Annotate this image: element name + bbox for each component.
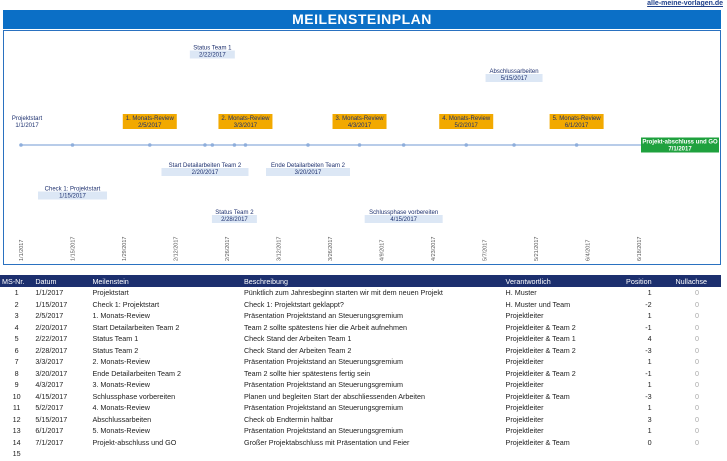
cell-null[interactable]: 0 [695, 334, 699, 344]
milestone-date: 2/22/2017 [198, 52, 226, 59]
cell-desc[interactable]: Präsentation Projektstand an Steuerungsgremium [243, 311, 403, 321]
cell-desc[interactable]: Präsentation Projektstand an Steuerungsgremium [243, 426, 403, 436]
milestone-name: Status Team 2 [215, 210, 254, 216]
milestone-point [244, 143, 248, 147]
milestone-point [306, 143, 310, 147]
axis-tick-label: 1/1/2017 [19, 239, 25, 261]
milestone-point [203, 143, 207, 147]
milestone-point [402, 143, 406, 147]
milestone-date: 3/20/2017 [294, 170, 322, 176]
milestone-date: 1/1/2017 [15, 123, 39, 129]
cell-nr[interactable]: 10 [12, 391, 21, 401]
cell-position[interactable]: 1 [647, 380, 652, 390]
cell-position[interactable]: 1 [647, 403, 652, 413]
cell-desc[interactable]: Check ob Endtermin haltbar [243, 414, 334, 424]
cell-date[interactable]: 4/15/2017 [35, 391, 68, 401]
cell-null[interactable]: 0 [695, 345, 699, 355]
cell-position[interactable]: 1 [647, 311, 652, 321]
table-row[interactable] [0, 391, 721, 403]
cell-resp[interactable]: Projektleiter [505, 414, 544, 424]
milestone-name: 2. Monats-Review [221, 116, 270, 122]
milestone-point [71, 143, 75, 147]
milestone-chart-svg [4, 31, 720, 264]
cell-nr[interactable]: 1 [14, 288, 19, 298]
milestone-date: 2/20/2017 [191, 170, 219, 176]
cell-desc[interactable]: Planen und begleiten Start der abschliessenden Arbeiten [243, 391, 425, 401]
cell-date[interactable]: 1/1/2017 [35, 288, 64, 298]
table-row[interactable] [0, 437, 721, 449]
table-row[interactable] [0, 368, 721, 380]
milestone-name: 3. Monats-Review [335, 116, 384, 122]
table-row[interactable] [0, 310, 721, 322]
cell-position[interactable]: 1 [647, 357, 652, 367]
milestone-date: 1/15/2017 [59, 193, 86, 200]
cell-milestone[interactable]: 4. Monats-Review [92, 403, 150, 413]
table-row[interactable] [0, 448, 721, 460]
cell-position[interactable]: -3 [645, 391, 652, 401]
milestone-name: Projekt-abschluss und GO [642, 139, 718, 146]
axis-tick-label: 1/15/2017 [70, 236, 77, 261]
milestone-date: 2/5/2017 [138, 123, 162, 129]
axis-tick-label: 1/29/2017 [122, 236, 129, 261]
cell-nr[interactable]: 8 [14, 368, 19, 378]
milestone-point [148, 143, 152, 147]
cell-date[interactable]: 4/3/2017 [35, 380, 64, 390]
col-header-date[interactable]: Datum [35, 276, 57, 286]
cell-null[interactable]: 0 [695, 299, 699, 309]
cell-position[interactable]: -2 [645, 299, 652, 309]
cell-milestone[interactable]: Schlussphase vorbereiten [92, 391, 176, 401]
cell-date[interactable]: 5/15/2017 [35, 414, 68, 424]
milestone-date: 5/2/2017 [454, 123, 478, 129]
cell-milestone[interactable]: Abschlussarbeiten [92, 414, 152, 424]
milestone-point [233, 143, 237, 147]
cell-milestone[interactable]: 2. Monats-Review [92, 357, 150, 367]
cell-nr[interactable]: 11 [12, 403, 21, 413]
axis-tick-label: 2/12/2017 [173, 236, 180, 261]
milestone-name: Status Team 1 [193, 45, 232, 52]
cell-nr[interactable]: 13 [12, 426, 21, 436]
cell-resp[interactable]: H. Muster und Team [505, 299, 571, 309]
milestone-name: Check 1: Projektstart [44, 186, 101, 193]
cell-milestone[interactable]: Status Team 1 [92, 334, 139, 344]
cell-date[interactable]: 1/15/2017 [35, 299, 68, 309]
cell-milestone[interactable]: Check 1: Projektstart [92, 299, 160, 309]
table-body [0, 287, 721, 460]
cell-milestone[interactable] [90, 448, 242, 460]
milestone-name: Projektstart [11, 116, 43, 122]
cell-milestone[interactable]: Start Detailarbeiten Team 2 [92, 322, 180, 332]
cell-nr[interactable]: 7 [14, 357, 19, 367]
cell-null[interactable]: 0 [695, 414, 699, 424]
cell-resp[interactable]: Projektleiter [505, 357, 544, 367]
cell-resp[interactable]: Projektleiter [505, 380, 544, 390]
milestone-table [0, 275, 721, 460]
milestone-date: 5/15/2017 [500, 76, 528, 82]
cell-nr[interactable]: 5 [14, 334, 19, 344]
cell-milestone[interactable]: Projekt-abschluss und GO [92, 437, 177, 447]
milestone-name: Ende Detailarbeiten Team 2 [271, 163, 345, 169]
axis-tick-label: 2/26/2017 [225, 236, 232, 261]
milestone-date: 3/3/2017 [233, 123, 258, 129]
cell-nr[interactable]: 15 [12, 449, 21, 459]
cell-milestone[interactable]: 1. Monats-Review [92, 311, 150, 321]
axis-tick-label: 6/18/2017 [637, 236, 644, 261]
cell-null[interactable]: 0 [695, 288, 699, 298]
cell-date[interactable]: 2/20/2017 [35, 322, 68, 332]
cell-resp[interactable]: Projektleiter & Team 2 [505, 368, 576, 378]
axis-tick-label: 4/23/2017 [431, 236, 438, 261]
milestone-point [211, 143, 215, 147]
cell-desc[interactable]: Präsentation Projektstand an Steuerungsgremium [243, 403, 403, 413]
cell-position[interactable]: 1 [647, 288, 652, 298]
milestone-point [512, 143, 516, 147]
cell-resp[interactable]: Projektleiter [505, 426, 544, 436]
cell-null[interactable]: 0 [695, 403, 699, 413]
site-link[interactable]: alle-meine-vorlagen.de [647, 0, 723, 7]
cell-date[interactable]: 3/3/2017 [35, 357, 64, 367]
milestone-date: 4/3/2017 [347, 123, 372, 129]
col-header-null[interactable]: Nullachse [675, 276, 707, 286]
cell-nr[interactable]: 12 [12, 414, 21, 424]
table-row[interactable] [0, 379, 721, 391]
cell-desc[interactable]: Präsentation Projektstand an Steuerungsgremium [243, 380, 403, 390]
cell-milestone[interactable]: Ende Detailarbeiten Team 2 [92, 368, 182, 378]
cell-resp[interactable]: Projektleiter & Team [505, 437, 570, 447]
col-header-position[interactable]: Position [626, 276, 652, 286]
cell-date[interactable]: 6/1/2017 [35, 426, 64, 436]
milestone-name: Start Detailarbeiten Team 2 [168, 163, 242, 169]
table-row[interactable] [0, 333, 721, 345]
cell-desc[interactable]: Team 2 sollte hier spätestens fertig sein [243, 368, 371, 378]
cell-nr[interactable]: 3 [14, 311, 19, 321]
cell-null[interactable]: 0 [695, 391, 699, 401]
cell-null[interactable]: 0 [695, 357, 699, 367]
cell-resp[interactable]: Projektleiter & Team 1 [505, 334, 576, 344]
cell-nr[interactable]: 4 [14, 322, 19, 332]
cell-milestone[interactable]: Status Team 2 [92, 345, 139, 355]
cell-desc[interactable]: Check Stand der Arbeiten Team 1 [243, 334, 352, 344]
cell-null[interactable]: 0 [695, 368, 699, 378]
milestone-date: 4/15/2017 [390, 217, 418, 223]
cell-milestone[interactable]: 5. Monats-Review [92, 426, 150, 436]
cell-desc[interactable] [242, 448, 504, 460]
cell-desc[interactable]: Großer Projektabschluss mit Präsentation und Feier [243, 437, 410, 447]
cell-nr[interactable]: 2 [14, 299, 19, 309]
cell-position[interactable]: 4 [647, 334, 652, 344]
cell-null[interactable]: 0 [695, 426, 699, 436]
page-title: MEILENSTEINPLAN [3, 10, 721, 29]
cell-nr[interactable]: 14 [12, 437, 21, 447]
cell-position[interactable]: 0 [647, 437, 652, 447]
cell-date[interactable] [33, 448, 90, 460]
axis-tick-label: 5/7/2017 [482, 239, 489, 261]
col-header-milestone[interactable]: Meilenstein [92, 276, 129, 286]
cell-position[interactable]: -1 [645, 368, 652, 378]
cell-resp[interactable]: Projektleiter [505, 311, 544, 321]
milestone-date: 2/28/2017 [221, 217, 248, 223]
cell-resp[interactable] [504, 448, 609, 460]
milestone-date: 7/1/2017 [668, 146, 692, 153]
cell-desc[interactable]: Pünktlich zum Jahresbeginn starten wir mit dem neuen Projekt [243, 288, 443, 298]
axis-tick-label: 6/4/2017 [585, 239, 592, 261]
table-row[interactable] [0, 287, 721, 299]
cell-desc[interactable]: Check Stand der Arbeiten Team 2 [243, 345, 352, 355]
axis-tick-label: 5/21/2017 [534, 236, 541, 261]
cell-date[interactable]: 3/20/2017 [35, 368, 68, 378]
cell-resp[interactable]: Projektleiter & Team [505, 391, 570, 401]
cell-null[interactable]: 0 [695, 322, 699, 332]
table-row[interactable] [0, 322, 721, 334]
cell-position[interactable]: -1 [645, 322, 652, 332]
cell-position[interactable]: 3 [647, 414, 652, 424]
milestone-chart [3, 30, 721, 265]
cell-resp[interactable]: Projektleiter & Team 2 [505, 322, 576, 332]
cell-desc[interactable]: Team 2 sollte spätestens hier die Arbeit aufnehmen [243, 322, 407, 332]
cell-position[interactable]: -3 [645, 345, 652, 355]
cell-desc[interactable]: Check 1: Projektstart geklappt? [243, 299, 344, 309]
milestone-point [358, 143, 362, 147]
axis-tick-label: 4/9/2017 [379, 239, 386, 261]
cell-date[interactable]: 2/22/2017 [35, 334, 68, 344]
cell-resp[interactable]: Projektleiter & Team 2 [505, 345, 576, 355]
col-header-desc[interactable]: Beschreibung [243, 276, 288, 286]
cell-date[interactable]: 5/2/2017 [35, 403, 64, 413]
cell-milestone[interactable]: 3. Monats-Review [92, 380, 150, 390]
col-header-resp[interactable]: Verantwortlich [505, 276, 551, 286]
cell-position[interactable] [608, 448, 657, 460]
milestone-name: 5. Monats-Review [552, 116, 601, 122]
milestone-name: Schlussphase vorbereiten [369, 210, 439, 216]
milestone-point [464, 143, 468, 147]
cell-date[interactable]: 2/5/2017 [35, 311, 64, 321]
milestone-point [19, 143, 23, 147]
table-row[interactable] [0, 414, 721, 426]
cell-nr[interactable]: 6 [14, 345, 19, 355]
milestone-point [575, 143, 579, 147]
milestone-date: 6/1/2017 [564, 123, 589, 129]
table-row[interactable] [0, 345, 721, 357]
axis-tick-label: 3/26/2017 [328, 236, 335, 261]
cell-null[interactable]: 0 [695, 311, 699, 321]
cell-resp[interactable]: Projektleiter [505, 403, 544, 413]
cell-null[interactable]: 0 [695, 437, 699, 447]
cell-position[interactable]: 1 [647, 426, 652, 436]
milestone-table-wrap [0, 275, 727, 460]
axis-tick-label: 3/12/2017 [276, 236, 283, 261]
table-row[interactable] [0, 402, 721, 414]
milestone-name: 1. Monats-Review [125, 116, 174, 122]
cell-date[interactable]: 2/28/2017 [35, 345, 68, 355]
table-row[interactable] [0, 425, 721, 437]
milestone-name: 4. Monats-Review [442, 116, 491, 122]
cell-null[interactable] [658, 448, 721, 460]
milestone-name: Abschlussarbeiten [489, 69, 539, 75]
cell-milestone[interactable]: Projektstart [92, 288, 129, 298]
cell-nr[interactable]: 9 [14, 380, 19, 390]
cell-date[interactable]: 7/1/2017 [35, 437, 64, 447]
cell-null[interactable]: 0 [695, 380, 699, 390]
cell-resp[interactable]: H. Muster [505, 288, 537, 298]
table-row[interactable] [0, 299, 721, 311]
table-row[interactable] [0, 356, 721, 368]
cell-desc[interactable]: Präsentation Projektstand an Steuerungsgremium [243, 357, 403, 367]
table-header-row [0, 275, 721, 287]
col-header-nr[interactable]: MS-Nr. [2, 276, 25, 286]
